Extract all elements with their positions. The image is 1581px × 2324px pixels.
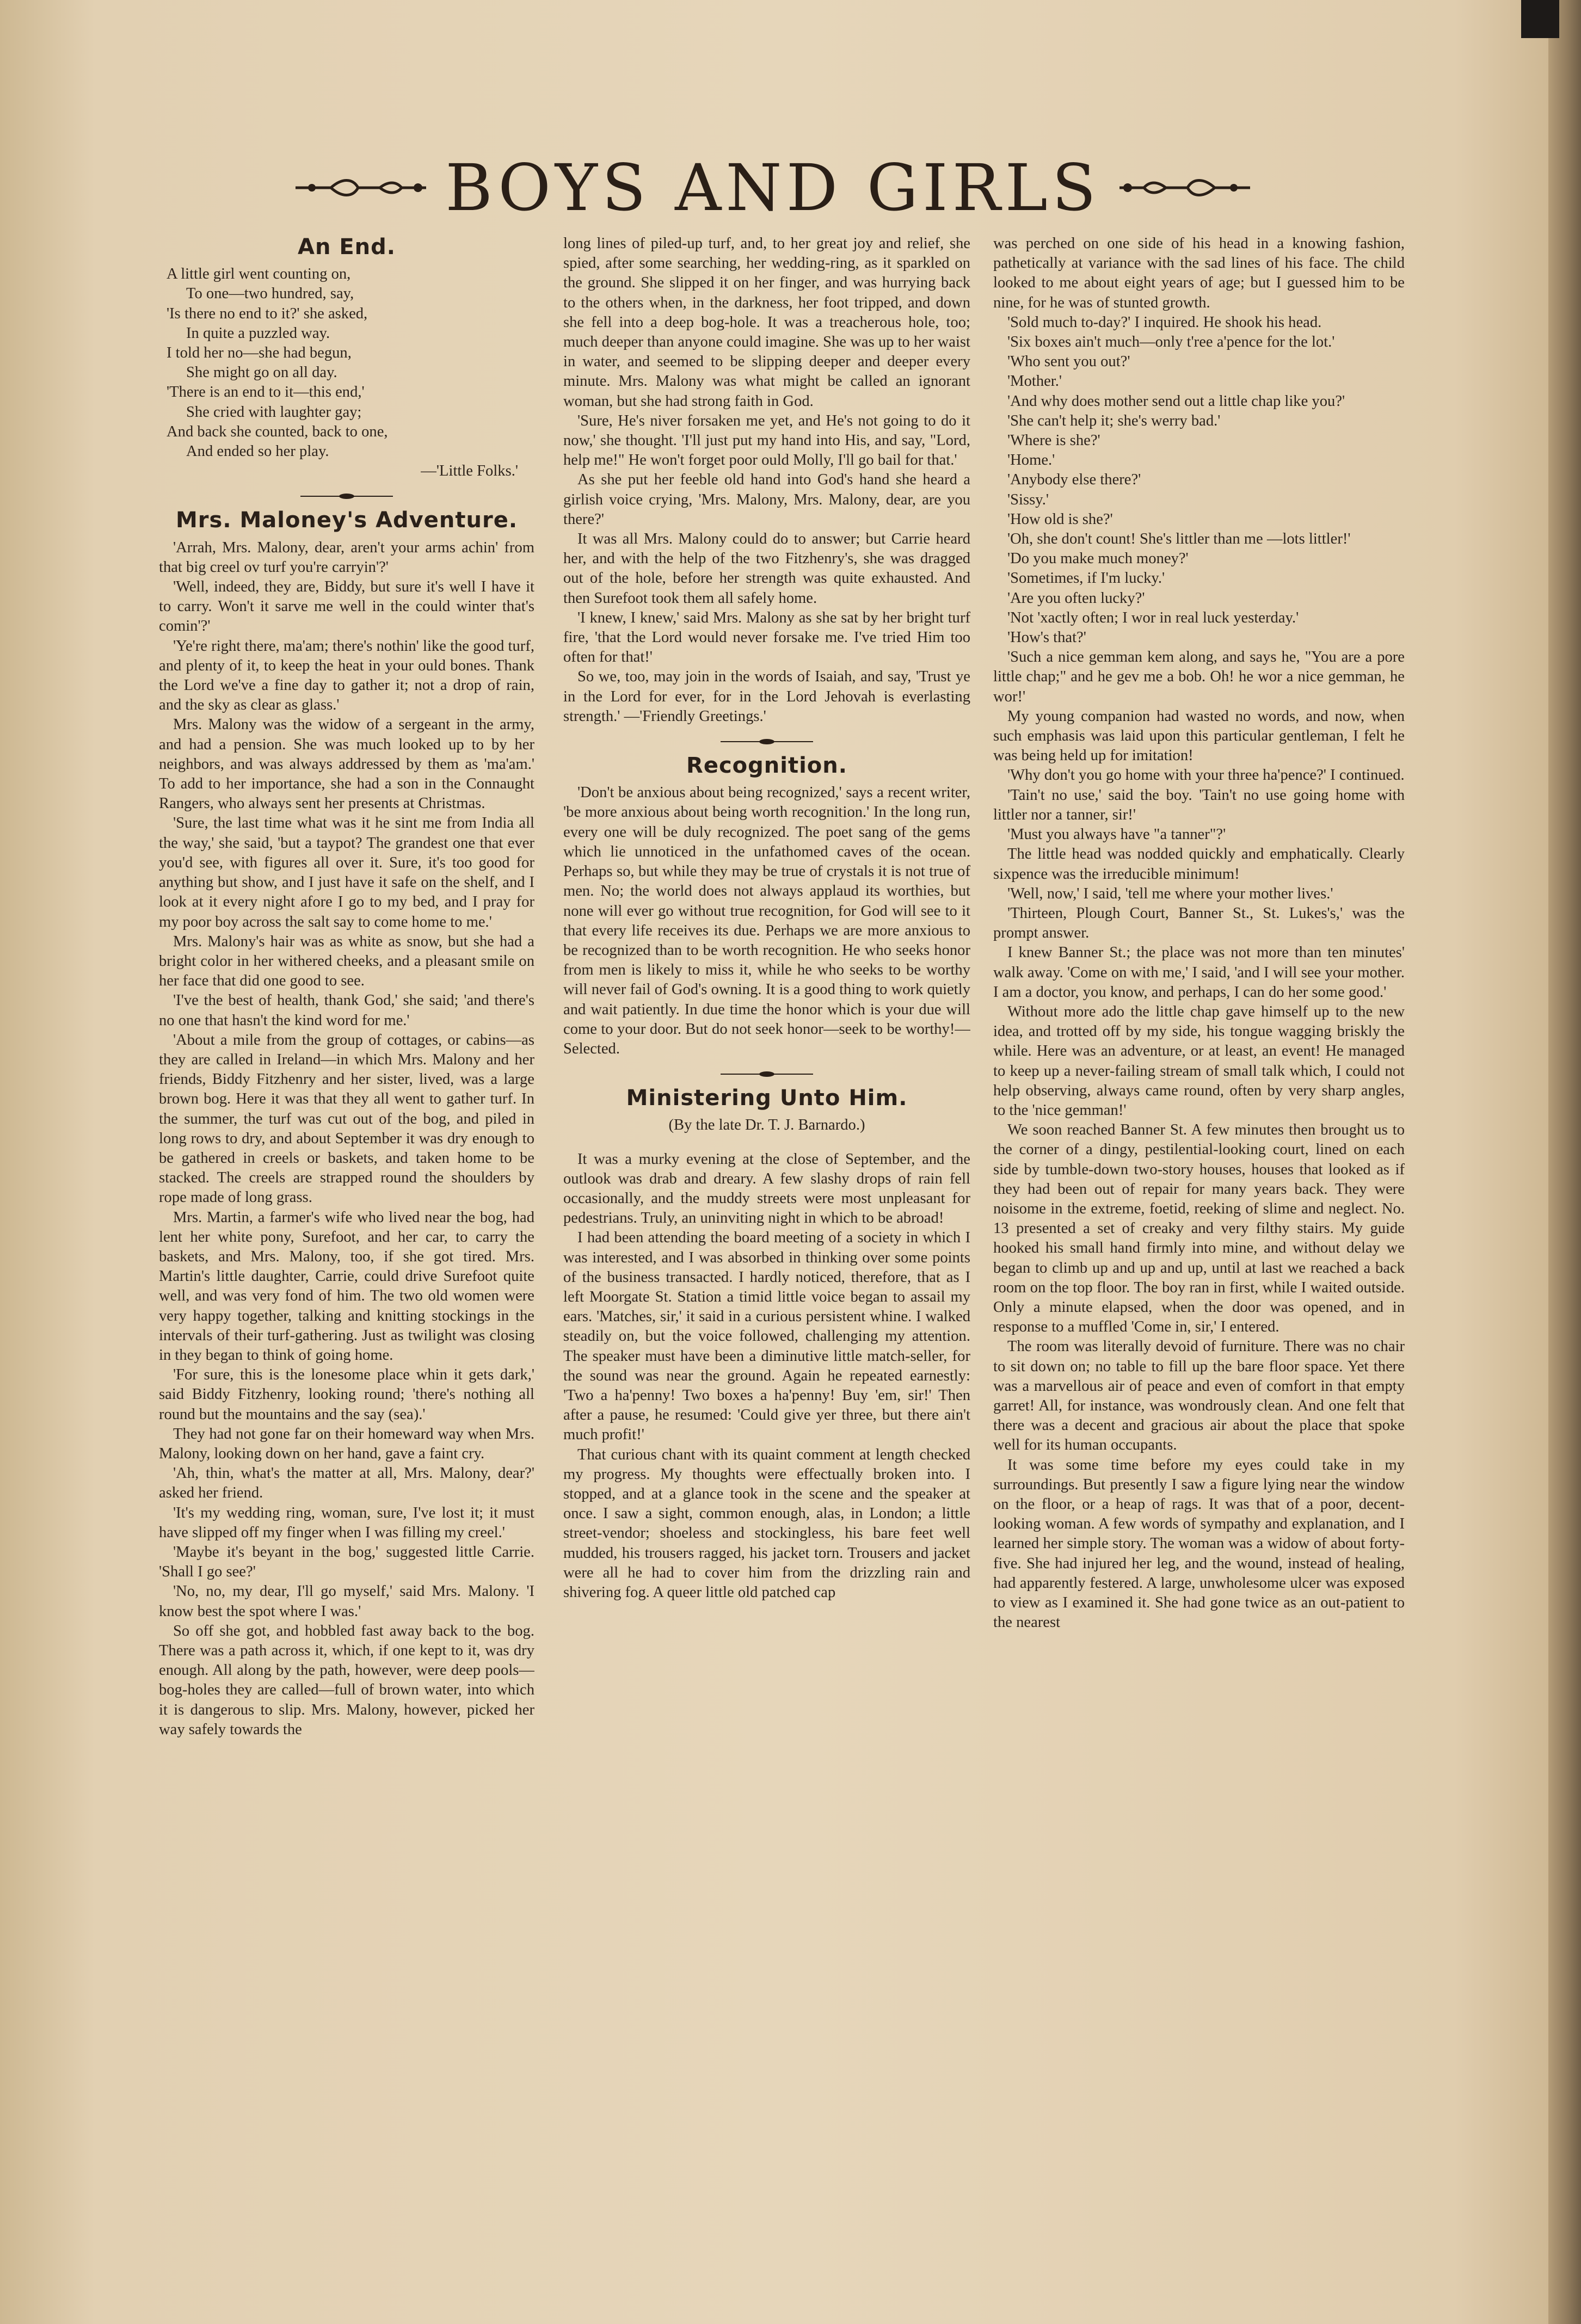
paragraph: As she put her feeble old hand into God's hand she heard a girlish voice crying, 'Mrs. Malony, Mrs. Malony, dear, are you there?' — [563, 471, 970, 528]
paragraph: 'Sold much to-day?' I inquired. He shook his head. — [1007, 313, 1322, 331]
paragraph: long lines of piled-up turf, and, to her great joy and relief, she spied, after some searching, her wedding-ring, as it sparkled on the ground. She slipped it on her finger, and was hurrying back to the others when, in the darkness, her foot tripped, and down she fell into a deep bog-hole. It was a treacherous hole, too; much deeper than anyone could imagine. She was up to her waist in water, and seemed to be slipping deeper and deeper every minute. Mrs. Malony was what might be called an ignorant woman, but she had strong faith in God. — [563, 235, 970, 410]
poem-line: And ended so her play. — [186, 443, 329, 460]
paragraph: The little head was nodded quickly and emphatically. Clearly sixpence was the irreducible minimum! — [993, 846, 1405, 883]
divider — [563, 735, 970, 748]
paragraph: So off she got, and hobbled fast away back to the bog. There was a path across it, which, if one kept to it, was dry enough. All along by the path, however, were deep pools—bog-holes they are called—full of brown water, into which it is dangerous to slip. Mrs. Malony, however, picked her way safely towards the — [159, 1622, 534, 1738]
paragraph: It was all Mrs. Malony could do to answer; but Carrie heard her, and with the help of the two Fitzhenry's, she was dragged out of the hole, before her strength was quite exhausted. And then Surefoot took them all safely home. — [563, 531, 970, 607]
paragraph: 'I knew, I knew,' said Mrs. Malony as she sat by her bright turf fire, 'that the Lord would never forsake me. I've tried Him too often for that!' — [563, 609, 970, 666]
paragraph: 'I've the best of health, thank God,' she said; 'and there's no one that hasn't the kind word for me.' — [159, 992, 534, 1029]
divider — [159, 490, 534, 503]
paragraph: 'Sometimes, if I'm lucky.' — [1007, 570, 1165, 587]
paragraph: 'Don't be anxious about being recognized,' says a recent writer, 'be more anxious about being worth recognition.' In the long run, every one will be duly recognized. The poet sang of the gems which lie unnoticed in the unfathomed caves of the ocean. Perhaps so, but while they may be true of crystals it is not true of men. No; the world does not always applaud its worthies, but none will ever go without true recognition, for God will see to it that every life receives its due. Perhaps we are more anxious to be recognized than to be worth recognition. He who seeks honor from men is likely to miss it, while he who seeks to be worthy will never fail of God's owning. It is a good thing to work quietly and wait patiently. In due time the honor which is your due will come to your door. But do not seek honor—seek to be worthy!—Selected. — [563, 784, 970, 1057]
paragraph: 'Sure, He's niver forsaken me yet, and He's not going to do it now,' she thought. 'I'll just put my hand into His, and say, "Lord, help me!" He won't forget poor ould Molly, I'll go bail for that.' — [563, 412, 970, 469]
paragraph: It was some time before my eyes could take in my surroundings. But presently I saw a figure lying near the window on the floor, or a heap of rags. It was that of a poor, decent-looking woman. A few words of sympathy and explanation, and I learned her simple story. The woman was a widow of about forty-five. She had injured her leg, and the wound, instead of healing, had apparently festered. A large, unwholesome ulcer was exposed to view as I examined it. She had gone twice as an out-patient to the nearest — [993, 1456, 1405, 1631]
poem-line: 'Is there no end to it?' she asked, — [167, 305, 368, 322]
column-3 — [993, 234, 1405, 2323]
poem-an-end — [159, 264, 534, 481]
poem-line: 'There is an end to it—this end,' — [167, 384, 365, 401]
paragraph: 'How's that?' — [1007, 629, 1086, 646]
paragraph: My young companion had wasted no words, and now, when such emphasis was laid upon this particular gentleman, I felt he was being held up for imitation! — [993, 707, 1405, 765]
paragraph: I had been attending the board meeting of a society in which I was interested, and I was absorbed in thinking over some points of the business transacted. I hardly noticed, therefore, that as I left Moorgate St. Station a timid little voice began to assail my ears. 'Matches, sir,' it said in a curious persistent whine. I walked steadily on, but the voice followed, challenging my attention. The speaker must have been a diminutive little match-seller, for the sound was near the ground. Again he repeated earnestly: 'Two a ha'penny! Two boxes a ha'penny! Buy 'em, sir!' Then after a pause, he resumed: 'Could give yer three, but there ain't much profit!' — [563, 1229, 970, 1444]
paragraph: 'About a mile from the group of cottages, or cabins—as they are called in Ireland—in which Mrs. Malony and her friends, Biddy Fitzhenry and her sister, lived, was a large brown bog. Here it was that they all went to gather turf. In the summer, the turf was cut out of the bog, and piled in long rows to dry, and about September it was dry enough to be gathered in creels or baskets, and taken home to be stacked. The creels are strapped round the shoulders by rope made of long grass. — [159, 1031, 534, 1206]
paragraph: 'Well, indeed, they are, Biddy, but sure it's well I have it to carry. Won't it sarve me well in the could winter that's comin'?' — [159, 578, 534, 635]
paragraph: was perched on one side of his head in a knowing fashion, pathetically at variance with the sad lines of his face. The child looked to me about eight years of age; but I guessed him to be nine, for he was of stunted growth. — [993, 235, 1405, 311]
paragraph: It was a murky evening at the close of September, and the outlook was drab and dreary. A few slashy drops of rain fell occasionally, and the muddy streets were most unpleasant for pedestrians. Truly, an uninviting night in which to be abroad! — [563, 1150, 970, 1227]
paragraph: 'And why does mother send out a little chap like you?' — [1007, 392, 1345, 410]
paragraph: 'It's my wedding ring, woman, sure, I've lost it; it must have slipped off my finger when I was filling my creel.' — [159, 1504, 534, 1541]
paragraph: 'Well, now,' I said, 'tell me where your mother lives.' — [1007, 885, 1333, 902]
paragraph: 'No, no, my dear, I'll go myself,' said Mrs. Malony. 'I know best the spot where I was.' — [159, 1583, 534, 1620]
paragraph: 'Sissy.' — [1007, 491, 1049, 508]
poem-line: In quite a puzzled way. — [186, 324, 330, 342]
paragraph: 'She can't help it; she's werry bad.' — [1007, 412, 1221, 429]
paragraph: 'Such a nice gemman kem along, and says he, "You are a pore little chap;" and he gev me a bob. Oh! he wor a nice gemman, he wor!' — [993, 649, 1405, 705]
paragraph: 'For sure, this is the lonesome place whin it gets dark,' said Biddy Fitzhenry, looking round; 'there's nothing all round but the mountains and the say (sea).' — [159, 1366, 534, 1423]
paragraph: 'How old is she?' — [1007, 510, 1113, 528]
right-ornament-icon — [1117, 171, 1253, 204]
paragraph: We soon reached Banner St. A few minutes then brought us to the corner of a dingy, pestilential-looking court, lined on each side by tumble-down two-story houses, houses that looked as if they had been out of repair for many years back. They were noisome in the extreme, foetid, reeking of slime and neglect. No. 13 presented a set of creaky and very filthy stairs. My guide hooked his small hand firmly into mine, and without delay we began to climb up and up and up, until at last we reached a back room on the top floor. The boy ran in first, while I waited outside. Only a minute elapsed, when the door was opened, and in response to a muffled 'Come in, sir,' I entered. — [993, 1121, 1405, 1336]
paragraph: 'Who sent you out?' — [1007, 353, 1130, 371]
paragraph: So we, too, may join in the words of Isaiah, and say, 'Trust ye in the Lord for ever, for in the Lord Jehovah is everlasting strength.' —'Friendly Greetings.' — [563, 668, 970, 725]
column-2 — [563, 234, 970, 2323]
article-title: Recognition. — [686, 753, 847, 779]
paragraph: 'Mother.' — [1007, 373, 1062, 390]
paragraph: The room was literally devoid of furniture. There was no chair to sit down on; no table to fill up the bare floor space. Yet there was a marvellous air of peace and even of comfort in that empty garret! All, for instance, was wondrously clean. And one felt that there was a decent and gracious air about the place that spoke well for its human occupants. — [993, 1338, 1405, 1454]
poem-line: She might go on all day. — [186, 364, 337, 381]
paragraph: 'Arrah, Mrs. Malony, dear, aren't your arms achin' from that big creel ov turf you're carryin'?' — [159, 539, 534, 576]
paragraph: Mrs. Malony's hair was as white as snow, but she had a bright color in her withered cheeks, and a pleasant smile on her face that did one good to see. — [159, 933, 534, 990]
divider — [563, 1068, 970, 1081]
paragraph: 'Are you often lucky?' — [1007, 589, 1145, 607]
poem-line: A little girl went counting on, — [167, 266, 351, 283]
paragraph: 'Oh, she don't count! She's littler than me —lots littler!' — [1007, 531, 1351, 548]
poem-line: I told her no—she had begun, — [167, 344, 352, 362]
left-ornament-icon — [293, 171, 429, 204]
page-title: BOYS AND GIRLS — [445, 150, 1100, 225]
paragraph: 'Where is she?' — [1007, 432, 1100, 449]
paragraph: Without more ado the little chap gave himself up to the new idea, and trotted off by my side, his tongue wagging briskly the while. Here was an adventure, or at least, an event! He managed to keep up a never-failing stream of small talk which, I could not help observing, always came round, often by very sharp angles, to the 'nice gemman!' — [993, 1003, 1405, 1119]
column-1 — [159, 234, 534, 2323]
page-corner-shadow — [1521, 0, 1559, 38]
paragraph: 'Must you always have "a tanner"?' — [1007, 826, 1226, 843]
paragraph: 'Home.' — [1007, 452, 1055, 469]
paragraph: 'Ah, thin, what's the matter at all, Mrs. Malony, dear?' asked her friend. — [159, 1465, 534, 1502]
paragraph: 'Sure, the last time what was it he sint me from India all the way,' she said, 'but a taypot? The grandest one that ever you'd see, with figures all over it. Sure, it's too good for anything but show, and I just have it safe on the shelf, and I look at it every night afore I go to my bed, and I pray for my poor boy across the salt say to come home to me.' — [159, 815, 534, 930]
paragraph: 'Do you make much money?' — [1007, 550, 1189, 568]
poem-line: To one—two hundred, say, — [186, 285, 354, 303]
poem-credit: —'Little Folks.' — [421, 463, 518, 480]
poem-title: An End. — [298, 235, 396, 260]
section-header — [239, 147, 1306, 229]
paragraph: They had not gone far on their homeward way when Mrs. Malony, looking down on her hand, gave a faint cry. — [159, 1425, 534, 1462]
paragraph: 'Anybody else there?' — [1007, 471, 1141, 489]
paragraph: 'Six boxes ain't much—only t'ree a'pence for the lot.' — [1007, 334, 1335, 351]
paragraph: Mrs. Martin, a farmer's wife who lived near the bog, had lent her white pony, Surefoot, and her car, to carry the baskets, and Mrs. Malony, too, if she got tired. Mrs. Martin's little daughter, Carrie, could drive Surefoot quite well, and was very fond of him. The two old women were very happy together, talking and knitting stockings in the intervals of their turf-gathering. Just as twilight was closing in they began to think of going home. — [159, 1209, 534, 1364]
paragraph: 'Why don't you go home with your three ha'pence?' I continued. — [1007, 767, 1405, 784]
page-edge-binding — [1548, 0, 1581, 2324]
article-title: Ministering Unto Him. — [626, 1086, 908, 1111]
paragraph: Mrs. Malony was the widow of a sergeant in the army, and had a pension. She was much looked up to by her neighbors, and was always addressed by them as 'ma'am.' To add to her importance, she had a son in the Connaught Rangers, who always sent her presents at Christmas. — [159, 716, 534, 812]
paragraph: 'Not 'xactly often; I wor in real luck yesterday.' — [1007, 609, 1299, 626]
poem-line: She cried with laughter gay; — [186, 403, 362, 421]
byline: (By the late Dr. T. J. Barnardo.) — [668, 1117, 865, 1134]
paragraph: That curious chant with its quaint comment at length checked my progress. My thoughts were effectually broken into. I stopped, and at a glance took in the scene and the speaker at once. I saw a sight, common enough, alas, in London; a little street-vendor; shoeless and stockingless, his bare feet well mudded, his trousers ragged, his jacket torn. Trousers and jacket were all he had to cover him from the drizzling rain and shivering fog. A queer little old patched cap — [563, 1446, 970, 1601]
paragraph: 'Maybe it's beyant in the bog,' suggested little Carrie. 'Shall I go see?' — [159, 1544, 534, 1581]
poem-line: And back she counted, back to one, — [167, 423, 388, 440]
paragraph: 'Tain't no use,' said the boy. 'Tain't no use going home with littler nor a tanner, sir!' — [993, 786, 1405, 823]
paragraph: 'Ye're right there, ma'am; there's nothin' like the good turf, and plenty of it, to keep the heat in your ould bones. Thank the Lord we've a fine day to gather it; not a drop of rain, and the sky as clear as glass.' — [159, 637, 534, 714]
paragraph: 'Thirteen, Plough Court, Banner St., St. Lukes's,' was the prompt answer. — [993, 904, 1405, 942]
paragraph: I knew Banner St.; the place was not more than ten minutes' walk away. 'Come on with me,' I said, 'and I will see your mother. I am a doctor, you know, and perhaps, I can do her some good.' — [993, 944, 1405, 1001]
story-title: Mrs. Maloney's Adventure. — [175, 508, 518, 533]
